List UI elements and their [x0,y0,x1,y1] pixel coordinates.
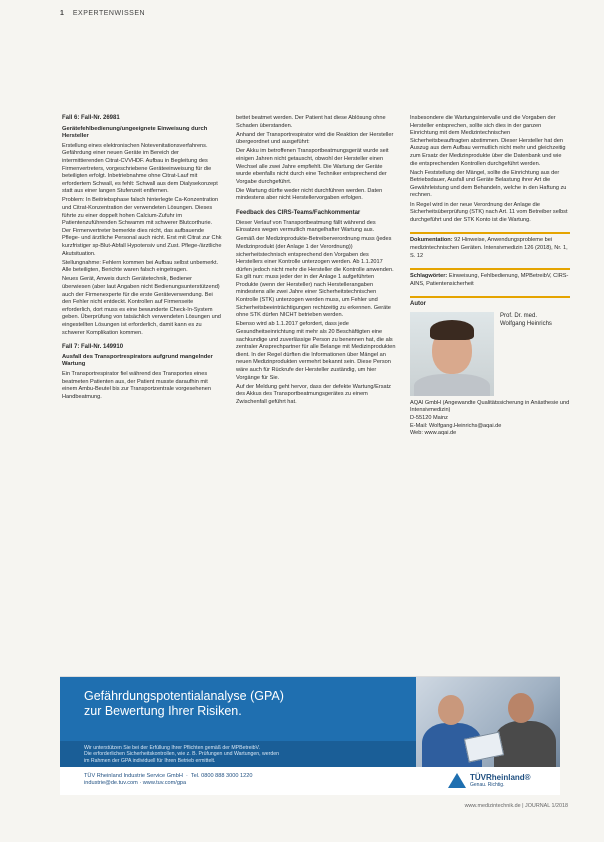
advertisement [60,676,560,795]
col2-paragraph-1: bettet beatmet werden. Der Patient hat diese Ablösung ohne Schaden überstanden. [236,115,386,129]
case-6-paragraph-1: Erstellung eines elektronischen Notevenitationsverfahrens. Gefährdung einer neuen Geräte im Bereich der intermittierenden Citrat-CVVHDF. Aufbau in Begleitung des Firmenvertreters, vorgeschriebene Geräteeinweisung für die beteiligten erfolgt. Inbetriebnahme ohne Citrat-Lauf mit erfordertem Schwall, es fehlt: Schwall aus dem Dialysekonzept statt aus einer langen Stufenzeit entfernen. [62,142,218,195]
case-6-paragraph-4: Neues Gerät, Anweis durch Gerätetechnik, Bediener überwiesen (aber laut Angaben nicht Bedienungsunterstützend) auch der Firmenexperte für die erste Geräteverwendung. Bei den Fehler nicht entdeckt. Kontrollen auf Firmenseite erforderlich, dort muss es eine bewunderte Check-In-System geben. Überprüfung von tatsächlich verwendeten Lösungen und eingestellten Lösungen ist erforderlich, damit kann es zu schwerer Komplikation kommen. [62,276,221,336]
author-email[interactable]: E-Mail: Wolfgang.Heinrichs@aqai.de [410,422,502,429]
ad-title-line-1: Gefährdungspotentialanalyse (GPA) [84,689,284,703]
documentation-text: 92 Hinweise, Anwendungsprobleme bei medizintechnischen Geräten. Intensivmedizin 126 (2018), Nr. 1, S. 12 [410,237,568,259]
page-header [60,10,145,17]
ad-strip-line-3: im Rahmen der GPA individuell für Ihren Betrieb ermittelt. [84,757,216,764]
triangle-logo-icon [448,773,466,788]
col2-paragraph-4: Die Wartung dürfte weder nicht durchführen werden. Daten mindestens aber nicht Herstellervorgaben erfolgen. [236,187,383,202]
col3-paragraph-1: Insbesondere die Wartungsintervalle und die Vorgaben der Hersteller entsprechen, sollte sich dies in der ganzen Einrichtung mit dem Medizintechnischen Sicherheitsbeauftragten abstimmen. Dieser Hersteller hat den Auszug aus dem Aufbau vermutlich nicht mehr und gleichzeitig zum Ersatz der Medizinprodukte über die Datenbank und wie die entsprechenden Kontrollen durchgeführt werden. [410,115,566,167]
case-7-paragraph-1: Ein Transportrespirator fiel während des Transportes eines beatmeten Patienten aus, der Patient musste daraufhin mit einem Ambu-Beutel bis zur Transportzentrale vorgesehenen Handbeatmung. [62,370,211,400]
page-footer: www.medizintechnik.de | JOURNAL 1/2018 [464,803,568,809]
section-title: EXPERTENWISSEN [72,10,146,17]
col3-paragraph-3: In Regel wird in der neue Verordnung der Anlage die Sicherheitsüberprüfung (STK) nach Art. 11 vom Betreiber selbst durchgeführt und der STK Konto ist die Wartung. [410,201,568,223]
case-7-title: Fall 7: Fall-Nr. 149910 [62,344,124,351]
tuv-slogan: Genau. Richtig. [470,781,505,788]
author-org: AQAI GmbH (Angewandte Qualitätssicherung in Anästhesie und Intensivmedizin) [410,399,570,414]
author-name-line-2: Wolfgang Heinrichs [500,320,552,327]
column-2 [236,115,396,408]
author-address: D-55120 Mainz [410,415,448,422]
case-7-subtitle: Ausfall des Transportrespirators aufgrund mangelnder Wartung [62,353,213,368]
keywords-label: Schlagwörter: [410,273,448,280]
ad-strip-line-2: Die erforderlichen Sicherheitskontrollen, wie z. B. Prüfungen und Wartungen, werden [84,751,280,758]
col2-paragraph-2: Anhand der Transportrespirator wird die Reaktion der Hersteller übergeordnet und ausgeführt: [236,131,394,146]
ad-photo [416,677,560,767]
col2-paragraph-3: Der Akku im betroffenen Transportbeatmungsgerät wurde seit einigen Jahren nicht getauscht, obwohl der Hersteller einen Wechsel alle zwei Jahre empfiehlt. Die Wartung der Geräte wurde ebenfalls nicht durch eine Techniker entsprechend der Vorgabe durchgeführt. [236,148,389,185]
col2-paragraph-5: Dieser Verlauf von Transportbeatmung fällt während des Einsatzes wegen vermutlich mangelhafter Wartung aus. [236,219,376,234]
ad-contact: TÜV Rheinland Industrie Service GmbH · Tel. 0800 888 3000 1220 industrie@de.tuv.com · www.tuv.com/gpa [84,773,404,787]
column-3 [410,115,570,438]
keywords-box [410,268,570,288]
ad-title-line-2: zur Bewertung Ihrer Risiken. [84,704,242,718]
case-6-subtitle: Gerätefehlbedienung/ungeeignete Einweisung durch Hersteller [62,125,208,140]
author-box [410,296,570,438]
feedback-heading: Feedback des CIRS-Teams/Fachkommentar [236,210,361,217]
ad-strip-line-1: Wir unterstützen Sie bei der Erfüllung Ihrer Pflichten gemäß der MPBetreibV. [84,745,260,751]
documentation-box [410,232,570,260]
author-name-line-1: Prof. Dr. med. [500,312,538,319]
case-6-paragraph-3: Stellungnahme: Fehlern kommen bei Aufbau selbst unbemerkt. Alle beteiligten, Berichte waren falsch eingetragen. [62,259,219,274]
col3-paragraph-2: Nach Feststellung der Mängel, sollte die Einrichtung aus der Betriebsdauer, Ausfall und Geräte Belastung ihrer Art die Gewährleistung und dem Behandeln, welche in den Haftung zu rechnen. [410,169,567,199]
page-number: 1 [60,10,65,17]
author-photo [410,312,494,396]
ad-phone: Tel. 0800 888 3000 1220 [190,773,253,779]
keywords-text: Einweisung, Fehlbedienung, MPBetreibV, CIRS-AINS, Patientensicherheit [410,273,569,287]
author-heading: Autor [410,301,426,308]
col2-paragraph-7: Ebenso wird ab 1.1.2017 gefordert, dass jede Gesundheitseinrichtung mit mehr als 20 Beschäftigten eine sachkundige und zuverlässige Person zu benennen hat, die als zentraler Ansprechpartner für alle Belange mit Medizinprodukten dient. In der Regel dürften die Informationen über Mängel an neuen Medizinprodukten vermehrt bekannt sein. Diese Person wäre auch für Rückrufe der Hersteller zuständig, um hier Vorgänge für Sie. [236,321,396,381]
case-6-paragraph-2: Problem: In Beitriebsphase falsch hinterlegte Ca-Konzentration und Citrat-Konzentration der verwendeten Lösungen. Dieses führte zu einer doppelt hohen Calcium-Zufuhr im Patientenzuführenden Schwamm mit schwerer Blutcorthurie. Der Firmenvertreter bemerkte dies nicht, das aufbauende Pflege- und ärztliche Personal auch nicht. Erst mit Citrat zur Chk kurzfristiger sp-Blut-Abfall Hypotensiv und Zust. Pflege-/ärztliche Akutsituation. [62,197,222,257]
tuv-brand: TÜVRheinland® [470,772,531,782]
col2-paragraph-8: Auf der Meldung geht hervor, dass der defekte Wartung/Ersatz des Akkus des Transportbeatmungsgerätes zu einem Zwischenfall geführt hat. [236,383,391,405]
column-1 [62,115,222,403]
tuv-logo [448,773,531,788]
ad-company: TÜV Rheinland Industrie Service GmbH [84,773,183,779]
documentation-label: Dokumentation: [410,237,453,244]
col2-paragraph-6: Gemäß der Medizinprodukte-Betreiberverordnung muss (jedes Medizinprodukt (der Anlage 1 der Verordnung)) sicherheitstechnisch entsprechend den Vorgaben des Herstellers einer Kontrolle unterzogen werden. Ab 1.1.2017 dürfen jedoch nicht mehr die Hersteller die Kontrolle anwenden. Es gilt nun: muss jeder der in der Anlage 1 aufgeführten Produkte (wenn der Hersteller) nach Herstellerangaben mindestens alle zwei Jahre einer Sicherheitstechnischen Kontrolle (STK) unterzogen werden muss, um Fehler und Sicherheitsbeeinträchtigungen rechtzeitig zu erkennen. Geräte ohne STK dürfen NICHT betrieben werden. [236,236,394,319]
ad-contact-link[interactable]: industrie@de.tuv.com · www.tuv.com/gpa [84,780,187,786]
author-web[interactable]: Web: www.aqai.de [410,430,457,437]
case-6-title: Fall 6: Fall-Nr. 26981 [62,115,120,121]
